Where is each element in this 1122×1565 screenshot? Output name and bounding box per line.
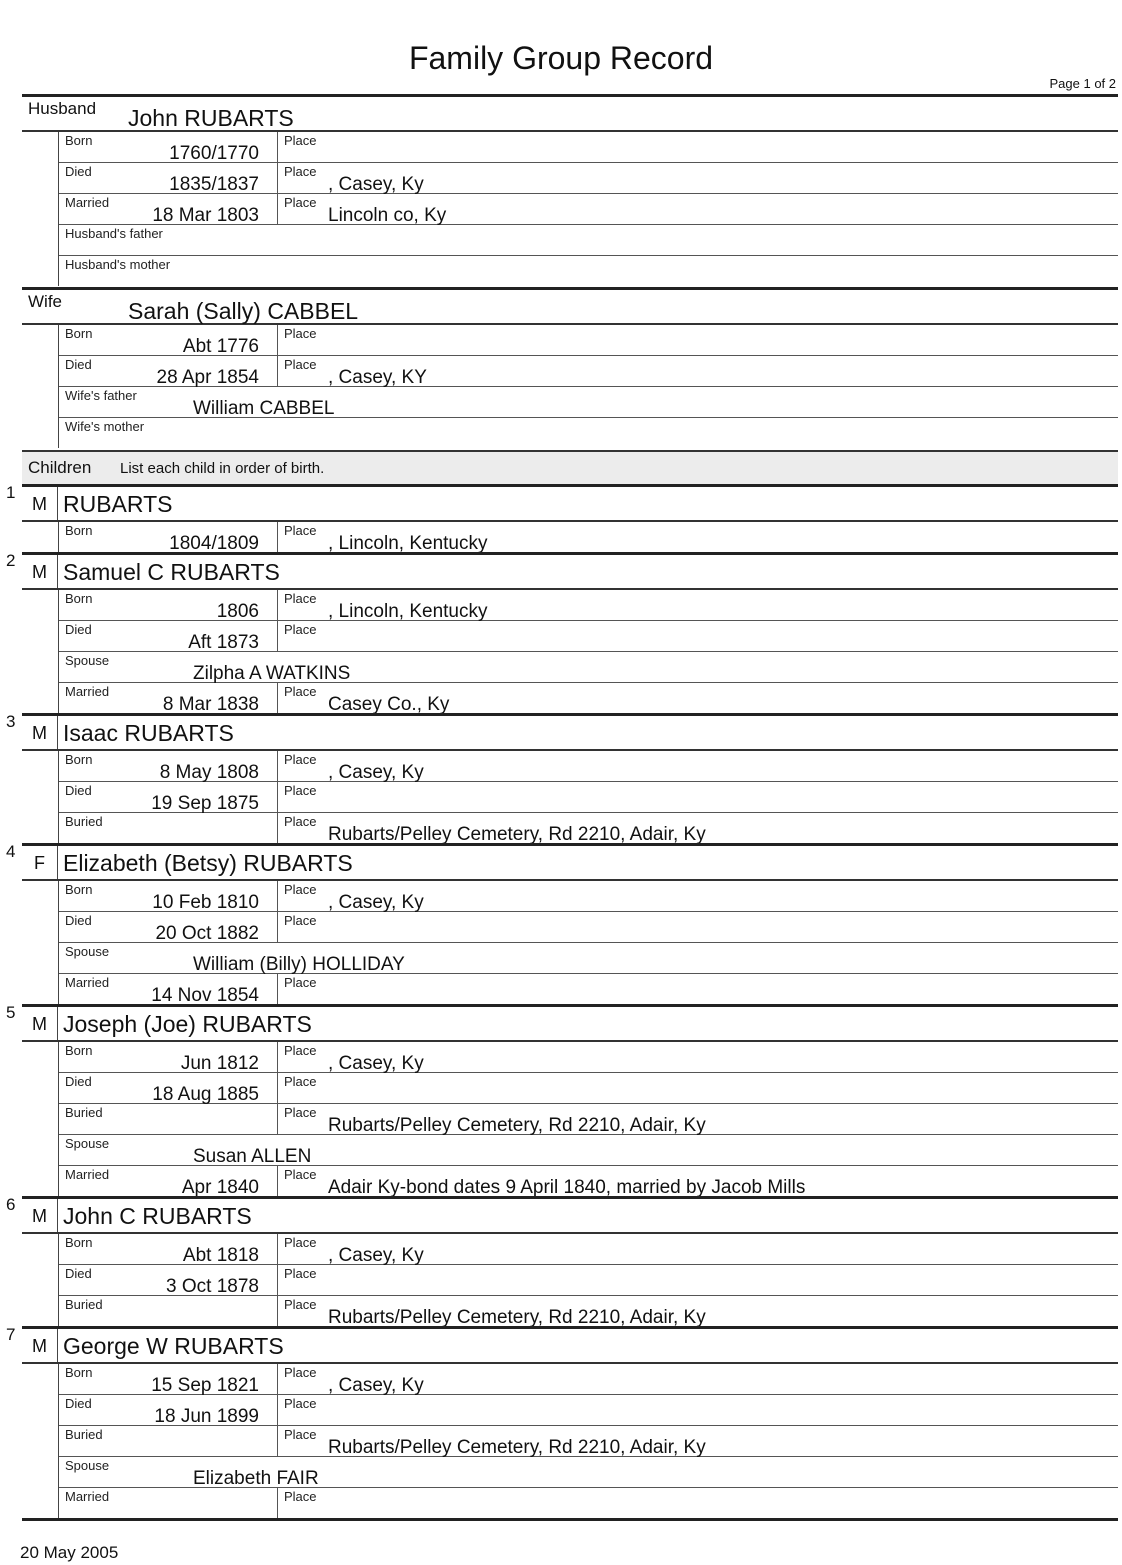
- child-buried-place: Rubarts/Pelley Cemetery, Rd 2210, Adair, Ky: [328, 1307, 706, 1328]
- place-label: Place: [284, 814, 317, 829]
- born-label: Born: [65, 523, 93, 538]
- child-died-row: [59, 1073, 1118, 1104]
- page-title: Family Group Record: [408, 40, 714, 76]
- child-born-place: , Casey, Ky: [328, 762, 424, 783]
- place-label: Place: [284, 752, 317, 767]
- buried-label: Buried: [65, 1297, 103, 1312]
- child-born-row: [59, 590, 1118, 621]
- place-label: Place: [284, 523, 317, 538]
- married-label: Married: [65, 1167, 110, 1182]
- child-number: 4: [6, 842, 16, 861]
- place-label: Place: [284, 1167, 317, 1182]
- place-label: Place: [284, 1297, 317, 1312]
- child-died-date: 18 Jun 1899: [154, 1406, 259, 1427]
- child-number: 6: [6, 1195, 16, 1214]
- husband-mother-row: [59, 256, 1118, 286]
- place-label: Place: [284, 1489, 317, 1504]
- wife-section: [22, 287, 1118, 448]
- child-entry: [6, 1003, 1118, 1198]
- child-died-date: 3 Oct 1878: [166, 1276, 259, 1297]
- husband-father-row: [59, 225, 1118, 256]
- husband-married-place: Lincoln co, Ky: [328, 205, 447, 226]
- child-born-row: [59, 1234, 1118, 1265]
- husband-died-date: 1835/1837: [169, 174, 259, 195]
- wife-mother-row: [59, 418, 1118, 448]
- born-label: Born: [65, 1235, 93, 1250]
- print-date: 20 May 2005: [20, 1543, 119, 1562]
- child-died-row: [59, 1395, 1118, 1426]
- place-label: Place: [284, 1396, 317, 1411]
- place-label: Place: [284, 1235, 317, 1250]
- child-spouse-row: [59, 1457, 1118, 1488]
- child-born-date: Jun 1812: [180, 1053, 259, 1074]
- place-label: Place: [284, 326, 317, 341]
- born-label: Born: [65, 591, 93, 606]
- child-died-date: 19 Sep 1875: [151, 793, 259, 814]
- child-number: 7: [6, 1325, 16, 1344]
- child-entry: [6, 1195, 1118, 1328]
- wife-died-row: [59, 356, 1118, 387]
- child-married-row: [59, 1166, 1118, 1196]
- child-buried-place: Rubarts/Pelley Cemetery, Rd 2210, Adair, Ky: [328, 824, 706, 845]
- place-label: Place: [284, 357, 317, 372]
- child-buried-place: Rubarts/Pelley Cemetery, Rd 2210, Adair, Ky: [328, 1437, 706, 1458]
- child-born-place: , Lincoln, Kentucky: [328, 601, 488, 622]
- husband-born-row: [59, 132, 1118, 163]
- child-number: 1: [6, 483, 16, 502]
- spouse-label: Spouse: [65, 1458, 110, 1473]
- child-spouse-name: William (Billy) HOLLIDAY: [193, 954, 405, 975]
- child-entry: [6, 551, 1118, 715]
- husband-died-place: , Casey, Ky: [328, 174, 424, 195]
- died-label: Died: [65, 357, 92, 372]
- died-label: Died: [65, 913, 92, 928]
- husbands-mother-label: Husband's mother: [65, 257, 171, 272]
- born-label: Born: [65, 1043, 93, 1058]
- child-spouse-name: Elizabeth FAIR: [193, 1468, 319, 1489]
- child-name: Joseph (Joe) RUBARTS: [63, 1011, 312, 1037]
- buried-label: Buried: [65, 1427, 103, 1442]
- husband-section: [22, 94, 1118, 286]
- wife-father-row: [59, 387, 1118, 418]
- child-married-row: [59, 1488, 1118, 1518]
- page-number: Page 1 of 2: [1049, 76, 1116, 91]
- children-section: [6, 450, 1118, 1521]
- child-name: RUBARTS: [63, 491, 173, 517]
- died-label: Died: [65, 1074, 92, 1089]
- born-label: Born: [65, 326, 93, 341]
- child-born-row: [59, 751, 1118, 782]
- child-name: Isaac RUBARTS: [63, 720, 234, 746]
- child-died-row: [59, 621, 1118, 652]
- child-buried-row: [59, 1426, 1118, 1457]
- child-died-date: Aft 1873: [188, 632, 259, 653]
- child-entry: [6, 483, 1118, 554]
- husband-died-row: [59, 163, 1118, 194]
- child-name: John C RUBARTS: [63, 1203, 252, 1229]
- child-number: 2: [6, 551, 16, 570]
- child-number: 3: [6, 712, 16, 731]
- place-label: Place: [284, 1365, 317, 1380]
- child-died-date: 18 Aug 1885: [152, 1084, 259, 1105]
- born-label: Born: [65, 1365, 93, 1380]
- place-label: Place: [284, 783, 317, 798]
- child-spouse-row: [59, 1135, 1118, 1166]
- wife-died-place: , Casey, KY: [328, 367, 427, 388]
- child-sex: F: [22, 846, 58, 879]
- born-label: Born: [65, 752, 93, 767]
- children-list: [6, 483, 1118, 1518]
- died-label: Died: [65, 1266, 92, 1281]
- child-entry: [6, 842, 1118, 1006]
- child-spouse-row: [59, 943, 1118, 974]
- child-spouse-row: [59, 652, 1118, 683]
- married-label: Married: [65, 975, 110, 990]
- husband-label: Husband: [28, 99, 97, 118]
- husbands-father-label: Husband's father: [65, 226, 163, 241]
- child-married-place: Adair Ky-bond dates 9 April 1840, married by Jacob Mills: [328, 1177, 806, 1198]
- husband-born-date: 1760/1770: [169, 143, 259, 164]
- place-label: Place: [284, 1105, 317, 1120]
- child-married-row: [59, 683, 1118, 713]
- place-label: Place: [284, 1043, 317, 1058]
- wife-born-row: [59, 325, 1118, 356]
- married-label: Married: [65, 1489, 110, 1504]
- wifes-mother-label: Wife's mother: [65, 419, 145, 434]
- child-born-row: [59, 1364, 1118, 1395]
- buried-label: Buried: [65, 814, 103, 829]
- child-name: Elizabeth (Betsy) RUBARTS: [63, 850, 353, 876]
- husband-married-row: [59, 194, 1118, 225]
- child-born-place: , Casey, Ky: [328, 892, 424, 913]
- child-sex: M: [22, 1329, 58, 1362]
- wife-born-date: Abt 1776: [182, 336, 259, 357]
- child-born-row: [59, 522, 1118, 552]
- child-born-date: 8 May 1808: [159, 762, 259, 783]
- buried-label: Buried: [65, 1105, 103, 1120]
- child-born-place: , Casey, Ky: [328, 1375, 424, 1396]
- child-buried-row: [59, 813, 1118, 843]
- child-died-row: [59, 912, 1118, 943]
- place-label: Place: [284, 195, 317, 210]
- child-spouse-name: Zilpha A WATKINS: [193, 663, 351, 684]
- child-died-date: 20 Oct 1882: [155, 923, 259, 944]
- child-born-date: 1804/1809: [169, 533, 259, 554]
- place-label: Place: [284, 684, 317, 699]
- child-died-row: [59, 1265, 1118, 1296]
- child-entry: [6, 712, 1118, 845]
- child-sex: M: [22, 1199, 58, 1232]
- child-spouse-name: Susan ALLEN: [193, 1146, 312, 1167]
- child-entry: [6, 1325, 1118, 1518]
- children-label: Children: [28, 458, 92, 477]
- wifes-father-name: William CABBEL: [193, 398, 335, 419]
- child-sex: M: [22, 1007, 58, 1040]
- place-label: Place: [284, 591, 317, 606]
- child-buried-row: [59, 1104, 1118, 1135]
- child-name: Samuel C RUBARTS: [63, 559, 280, 585]
- child-buried-place: Rubarts/Pelley Cemetery, Rd 2210, Adair, Ky: [328, 1115, 706, 1136]
- place-label: Place: [284, 913, 317, 928]
- husband-name: John RUBARTS: [128, 105, 294, 131]
- child-born-date: 1806: [216, 601, 259, 622]
- died-label: Died: [65, 783, 92, 798]
- place-label: Place: [284, 975, 317, 990]
- child-married-date: Apr 1840: [181, 1177, 259, 1198]
- child-born-row: [59, 881, 1118, 912]
- married-label: Married: [65, 195, 110, 210]
- child-name: George W RUBARTS: [63, 1333, 284, 1359]
- place-label: Place: [284, 1427, 317, 1442]
- child-sex: M: [22, 555, 58, 588]
- children-header: [22, 450, 1118, 484]
- child-married-date: 14 Nov 1854: [151, 985, 259, 1006]
- spouse-label: Spouse: [65, 944, 110, 959]
- place-label: Place: [284, 882, 317, 897]
- died-label: Died: [65, 622, 92, 637]
- place-label: Place: [284, 622, 317, 637]
- child-born-date: 15 Sep 1821: [151, 1375, 259, 1396]
- born-label: Born: [65, 882, 93, 897]
- child-number: 5: [6, 1003, 16, 1022]
- child-born-date: 10 Feb 1810: [152, 892, 259, 913]
- child-born-date: Abt 1818: [182, 1245, 259, 1266]
- place-label: Place: [284, 133, 317, 148]
- spouse-label: Spouse: [65, 1136, 110, 1151]
- child-born-place: , Casey, Ky: [328, 1053, 424, 1074]
- child-sex: M: [22, 716, 58, 749]
- died-label: Died: [65, 1396, 92, 1411]
- husband-married-date: 18 Mar 1803: [152, 205, 259, 226]
- wife-died-date: 28 Apr 1854: [156, 367, 259, 388]
- born-label: Born: [65, 133, 93, 148]
- child-married-place: Casey Co., Ky: [328, 694, 450, 715]
- child-born-place: , Lincoln, Kentucky: [328, 533, 488, 554]
- record-end-line: [22, 1518, 1118, 1521]
- wifes-father-label: Wife's father: [65, 388, 137, 403]
- child-born-place: , Casey, Ky: [328, 1245, 424, 1266]
- wife-name: Sarah (Sally) CABBEL: [128, 298, 359, 324]
- wife-label: Wife: [28, 292, 62, 311]
- married-label: Married: [65, 684, 110, 699]
- child-born-row: [59, 1042, 1118, 1073]
- place-label: Place: [284, 1266, 317, 1281]
- place-label: Place: [284, 164, 317, 179]
- place-label: Place: [284, 1074, 317, 1089]
- child-married-row: [59, 974, 1118, 1004]
- child-sex: M: [22, 487, 58, 520]
- spouse-label: Spouse: [65, 653, 110, 668]
- died-label: Died: [65, 164, 92, 179]
- children-instruction: List each child in order of birth.: [120, 460, 325, 477]
- child-married-date: 8 Mar 1838: [162, 694, 259, 715]
- child-buried-row: [59, 1296, 1118, 1326]
- child-died-row: [59, 782, 1118, 813]
